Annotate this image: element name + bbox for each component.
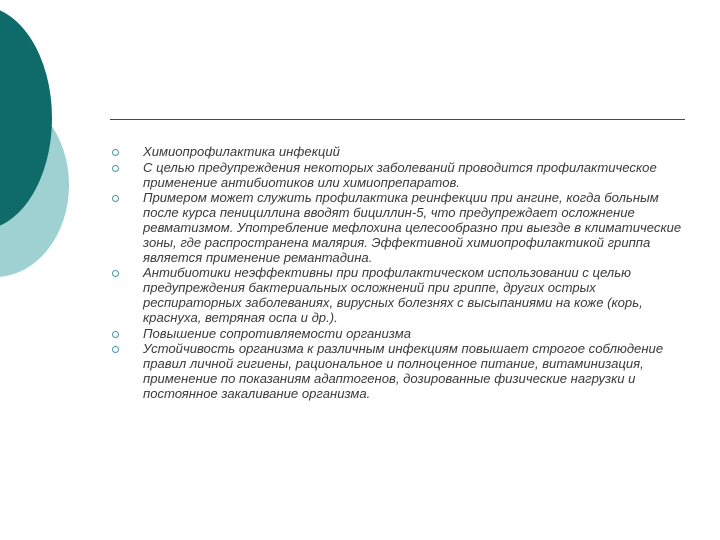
- bullet-text: С целью предупреждения некоторых заболеваний проводится профилактическое применение антибиотиков или химиопрепаратов.: [143, 159, 657, 190]
- ring-bullet-icon: [112, 165, 119, 172]
- bullet-item: [112, 327, 687, 342]
- bullet-item: [112, 145, 687, 160]
- ring-bullet-icon: [112, 346, 119, 353]
- ring-bullet-icon: [112, 149, 119, 156]
- bullet-list: [112, 145, 687, 402]
- bullet-item: [112, 342, 687, 401]
- ring-bullet-icon: [112, 270, 119, 277]
- bullet-item: [112, 161, 687, 191]
- title-divider: [110, 119, 685, 120]
- bullet-text: Химиопрофилактика инфекций: [143, 144, 340, 159]
- bullet-text: Устойчивость организма к различным инфекциям повышает строгое соблюдение правил личной гигиены, рациональное и полноценное питание, витаминизация, применение по показаниям адаптогенов, дозированные физические нагрузки и постоянное закаливание организма.: [143, 341, 664, 401]
- bullet-item: [112, 191, 687, 265]
- bullet-text: Повышение сопротивляемости организма: [143, 325, 411, 341]
- bullet-text: Антибиотики неэффективны при профилактическом использовании с целью предупреждения бактериальных осложнений при гриппе, других острых респираторных заболеваниях, вирусных болезнях с высыпаниями на коже (корь, краснуха, ветряная оспа и др.).: [143, 265, 643, 325]
- bullet-text: Примером может служить профилактика реинфекции при ангине, когда больным после курса пенициллина вводят бициллин-5, что предупреждает осложнение ревматизмом. Употребление мефлохина целесообразно при выезде в климатические зоны, где распространена малярия. Эффективной химиопрофилактикой гриппа является применение ремантадина.: [143, 190, 682, 265]
- ring-bullet-icon: [112, 331, 119, 338]
- ring-bullet-icon: [112, 195, 119, 202]
- bullet-item: [112, 266, 687, 325]
